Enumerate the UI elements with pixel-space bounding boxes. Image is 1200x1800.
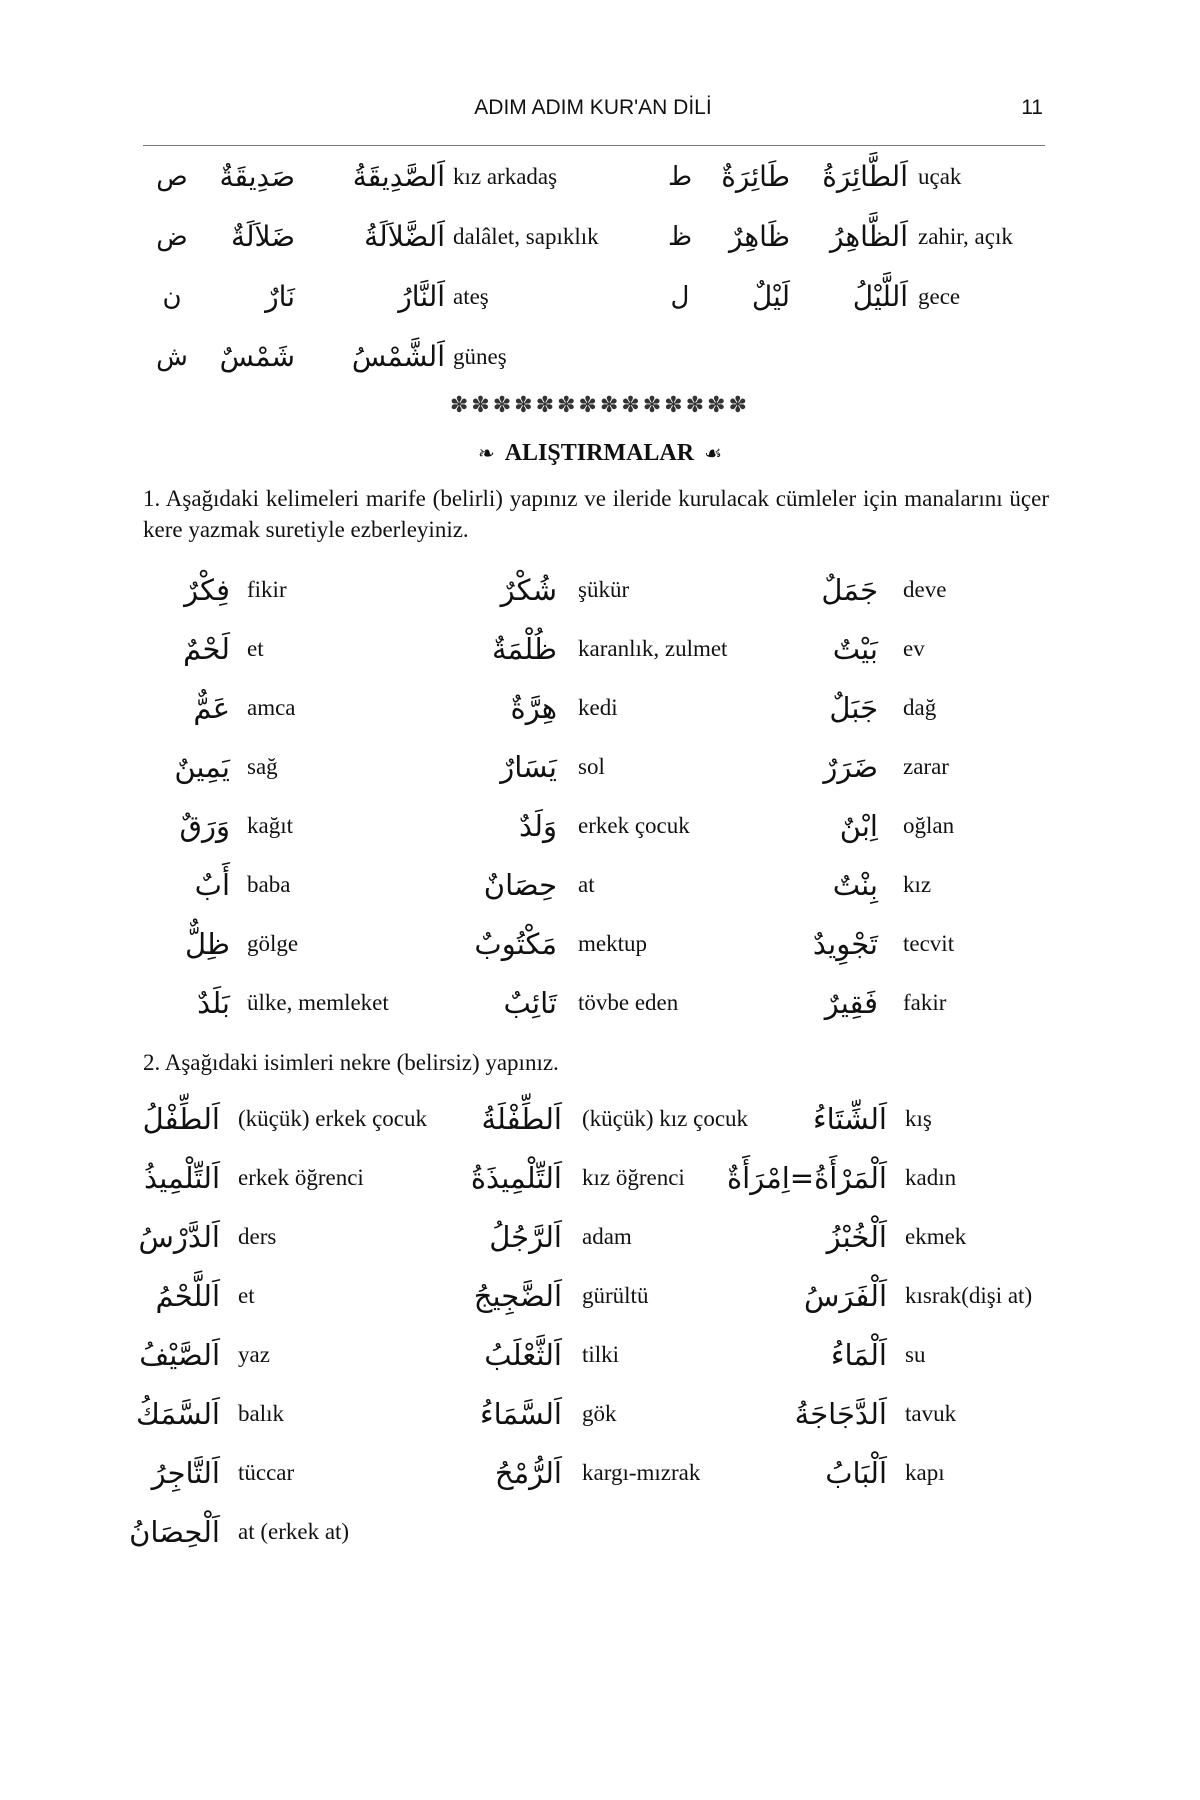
meaning: gece xyxy=(918,284,961,309)
turkish-meaning: erkek çocuk xyxy=(578,813,690,838)
arabic-word: بَيْتٌ xyxy=(832,632,878,666)
letter: ض xyxy=(156,222,188,252)
running-header xyxy=(143,96,1043,126)
ornament-left: ❧ xyxy=(477,441,495,465)
turkish-meaning: erkek öğrenci xyxy=(238,1165,364,1190)
arabic-word: تَجْوِيدٌ xyxy=(812,927,878,961)
meaning: dalâlet, sapıklık xyxy=(453,224,599,249)
indefinite-word: ضَلاَلَةٌ xyxy=(230,220,295,253)
letter-table-row xyxy=(0,152,1200,202)
turkish-meaning: at (erkek at) xyxy=(238,1519,350,1544)
turkish-meaning: su xyxy=(905,1342,926,1367)
turkish-meaning: tüccar xyxy=(238,1460,295,1485)
turkish-meaning: kedi xyxy=(578,695,618,720)
letter-table-row xyxy=(0,212,1200,262)
vocab-row xyxy=(0,974,1200,1032)
arabic-word: وَلَدٌ xyxy=(518,809,557,843)
arabic-word: حِصَانٌ xyxy=(483,868,557,902)
vocab-row xyxy=(0,1326,1200,1384)
letter-table-row xyxy=(0,272,1200,322)
turkish-meaning: yaz xyxy=(238,1342,270,1367)
turkish-meaning: tövbe eden xyxy=(578,990,679,1015)
letter: ص xyxy=(156,162,188,192)
indefinite-word: نَارٌ xyxy=(265,280,295,313)
arabic-word: عَمٌّ xyxy=(193,691,230,725)
arabic-word: اَلدَّرْسُ xyxy=(138,1220,220,1254)
turkish-meaning: amca xyxy=(247,695,296,720)
turkish-meaning: (küçük) erkek çocuk xyxy=(238,1106,428,1131)
arabic-word: اَلْمَاءُ xyxy=(830,1338,887,1372)
turkish-meaning: gürültü xyxy=(582,1283,649,1308)
indefinite-word: صَدِيقَةٌ xyxy=(219,160,295,193)
book-title: ADIM ADIM KUR'AN DİLİ xyxy=(474,96,712,119)
arabic-word: شُكْرٌ xyxy=(500,573,557,607)
ornament-right: ☙ xyxy=(704,441,723,465)
exercise-2-instruction: 2. Aşağıdaki isimleri nekre (belirsiz) yapınız. xyxy=(143,1050,559,1075)
arabic-word: اَلْحِصَانُ xyxy=(129,1515,220,1549)
arabic-word: بَلَدٌ xyxy=(197,986,230,1020)
vocab-row xyxy=(0,1208,1200,1266)
turkish-meaning: et xyxy=(238,1283,255,1308)
turkish-meaning: tavuk xyxy=(905,1401,957,1426)
arabic-word: اَلْفَرَسُ xyxy=(804,1279,887,1313)
arabic-word: اَلشِّتَاءُ xyxy=(813,1102,887,1136)
arabic-word: اَلتِّلْمِيذَةُ xyxy=(470,1161,562,1195)
meaning: güneş xyxy=(453,344,507,369)
arabic-word: لَحْمٌ xyxy=(183,632,230,666)
arabic-word: جَبَلٌ xyxy=(829,691,878,725)
turkish-meaning: gölge xyxy=(247,931,299,956)
arabic-word: اَلثَّعْلَبُ xyxy=(484,1338,562,1372)
vocab-row xyxy=(0,1385,1200,1443)
turkish-meaning: kadın xyxy=(905,1165,957,1190)
definite-word: اَلشَّمْسُ xyxy=(351,340,445,373)
arabic-word: اَلْبَابُ xyxy=(825,1456,887,1490)
turkish-meaning: fikir xyxy=(247,577,287,602)
turkish-meaning: kapı xyxy=(905,1460,945,1485)
arabic-word: فِكْرٌ xyxy=(184,573,230,607)
arabic-word: اَلصَّيْفُ xyxy=(139,1338,220,1372)
meaning: ateş xyxy=(453,284,489,309)
arabic-word: بِنْتٌ xyxy=(832,868,878,902)
vocab-row xyxy=(0,679,1200,737)
exercises-title: ALIŞTIRMALAR xyxy=(504,440,695,466)
arabic-word: اَلْخُبْزُ xyxy=(826,1220,887,1254)
indefinite-word: ظَاهِرٌ xyxy=(728,220,790,253)
meaning: uçak xyxy=(918,164,962,189)
arabic-word: ضَرَرٌ xyxy=(823,750,878,784)
definite-word: اَلظَّاهِرُ xyxy=(829,220,908,253)
arabic-word: ظِلٌّ xyxy=(184,927,230,961)
definite-word: اَلنَّارُ xyxy=(398,280,445,313)
vocab-row xyxy=(0,1503,1200,1561)
indefinite-word: طَائِرَةٌ xyxy=(721,160,790,193)
arabic-word: جَمَلٌ xyxy=(821,573,878,607)
turkish-meaning: kız xyxy=(903,872,932,897)
arabic-word: اَلطِّفْلُ xyxy=(142,1102,220,1136)
turkish-meaning: zarar xyxy=(903,754,949,779)
turkish-meaning: deve xyxy=(903,577,947,602)
turkish-meaning: ev xyxy=(903,636,925,661)
turkish-meaning: baba xyxy=(247,872,291,897)
turkish-meaning: oğlan xyxy=(903,813,955,838)
definite-word: اَلضَّلاَلَةُ xyxy=(364,220,445,253)
turkish-meaning: fakir xyxy=(903,990,947,1015)
turkish-meaning: tecvit xyxy=(903,931,955,956)
vocab-row xyxy=(0,856,1200,914)
arabic-word: هِرَّةٌ xyxy=(510,691,557,725)
arabic-word: ظُلْمَةٌ xyxy=(492,632,557,666)
arabic-word: اَلتَّاجِرُ xyxy=(151,1456,220,1490)
turkish-meaning: et xyxy=(247,636,264,661)
exercise-1-instruction: 1. Aşağıdaki kelimeleri marife (belirli) yapınız ve ileride kurulacak cümleler için manalarını üçer kere yazmak suretiyle ezberleyiniz. xyxy=(143,486,1049,542)
arabic-word: وَرَقٌ xyxy=(179,809,230,843)
arabic-word: اَلسَّمَكُ xyxy=(136,1397,220,1431)
exercises-heading xyxy=(0,440,1200,467)
turkish-meaning: at xyxy=(578,872,595,897)
vocab-row xyxy=(0,738,1200,796)
turkish-meaning: ders xyxy=(238,1224,277,1249)
vocab-row xyxy=(0,1444,1200,1502)
turkish-meaning: balık xyxy=(238,1401,284,1426)
arabic-word: اَللَّحْمُ xyxy=(155,1279,220,1313)
arabic-word: مَكْتُوبٌ xyxy=(474,927,557,961)
turkish-meaning: karanlık, zulmet xyxy=(578,636,728,661)
turkish-meaning: kargı-mızrak xyxy=(582,1460,701,1485)
arabic-word: يَسَارٌ xyxy=(500,750,557,784)
header-rule xyxy=(143,145,1045,146)
letter: ط xyxy=(667,162,693,192)
turkish-meaning: adam xyxy=(582,1224,632,1249)
letter-table-row xyxy=(0,332,1200,382)
arabic-word: اَلرَّجُلُ xyxy=(489,1220,562,1254)
letter: ل xyxy=(670,282,690,312)
meaning: zahir, açık xyxy=(918,224,1013,249)
turkish-meaning: sağ xyxy=(247,754,278,779)
indefinite-word: شَمْسٌ xyxy=(219,340,295,373)
arabic-word: اَلطِّفْلَةُ xyxy=(481,1102,562,1136)
arabic-word: أَبٌ xyxy=(194,868,230,902)
turkish-meaning: şükür xyxy=(578,577,630,602)
turkish-meaning: ülke, memleket xyxy=(247,990,389,1015)
definite-word: اَلصَّدِيقَةُ xyxy=(352,160,445,193)
definite-word: اَلطَّائِرَةُ xyxy=(822,160,908,193)
arabic-word: يَمِينٌ xyxy=(174,750,230,784)
turkish-meaning: mektup xyxy=(578,931,647,956)
indefinite-word: لَيْلٌ xyxy=(751,280,790,313)
arabic-word: اَلدَّجَاجَةُ xyxy=(794,1397,887,1431)
turkish-meaning: (küçük) kız çocuk xyxy=(582,1106,749,1131)
arabic-word: اَلرُّمْحُ xyxy=(494,1456,562,1490)
turkish-meaning: sol xyxy=(578,754,605,779)
arabic-word: اَلضَّجِيجُ xyxy=(473,1279,562,1313)
turkish-meaning: ekmek xyxy=(905,1224,967,1249)
letter: ش xyxy=(156,342,188,372)
turkish-meaning: kısrak(dişi at) xyxy=(905,1283,1033,1308)
turkish-meaning: gök xyxy=(582,1401,617,1426)
vocab-row xyxy=(0,620,1200,678)
arabic-word: تَائِبٌ xyxy=(503,986,557,1020)
definite-word: اَللَّيْلُ xyxy=(852,280,908,313)
section-separator: ✽✽✽✽✽✽✽✽✽✽✽✽✽✽ xyxy=(449,393,751,418)
arabic-word: اِبْنٌ xyxy=(839,809,878,843)
vocab-row xyxy=(0,561,1200,619)
turkish-meaning: kağıt xyxy=(247,813,293,838)
meaning: kız arkadaş xyxy=(453,164,558,189)
arabic-word: فَقِيرٌ xyxy=(824,986,878,1020)
vocab-row xyxy=(0,1090,1200,1148)
turkish-meaning: kış xyxy=(905,1106,932,1131)
letter: ن xyxy=(162,282,182,312)
turkish-meaning: tilki xyxy=(582,1342,620,1367)
arabic-word: اَلسَّمَاءُ xyxy=(479,1397,562,1431)
vocab-row xyxy=(0,915,1200,973)
vocab-row xyxy=(0,1267,1200,1325)
page-number: 11 xyxy=(1021,96,1043,119)
arabic-word: اَلْمَرْأَةُ=اِمْرَأَةٌ xyxy=(726,1161,887,1195)
letter: ظ xyxy=(667,222,693,252)
turkish-meaning: kız öğrenci xyxy=(582,1165,685,1190)
turkish-meaning: dağ xyxy=(903,695,937,720)
arabic-word: اَلتِّلْمِيذُ xyxy=(144,1161,220,1195)
vocab-row xyxy=(0,797,1200,855)
vocab-row xyxy=(0,1149,1200,1207)
